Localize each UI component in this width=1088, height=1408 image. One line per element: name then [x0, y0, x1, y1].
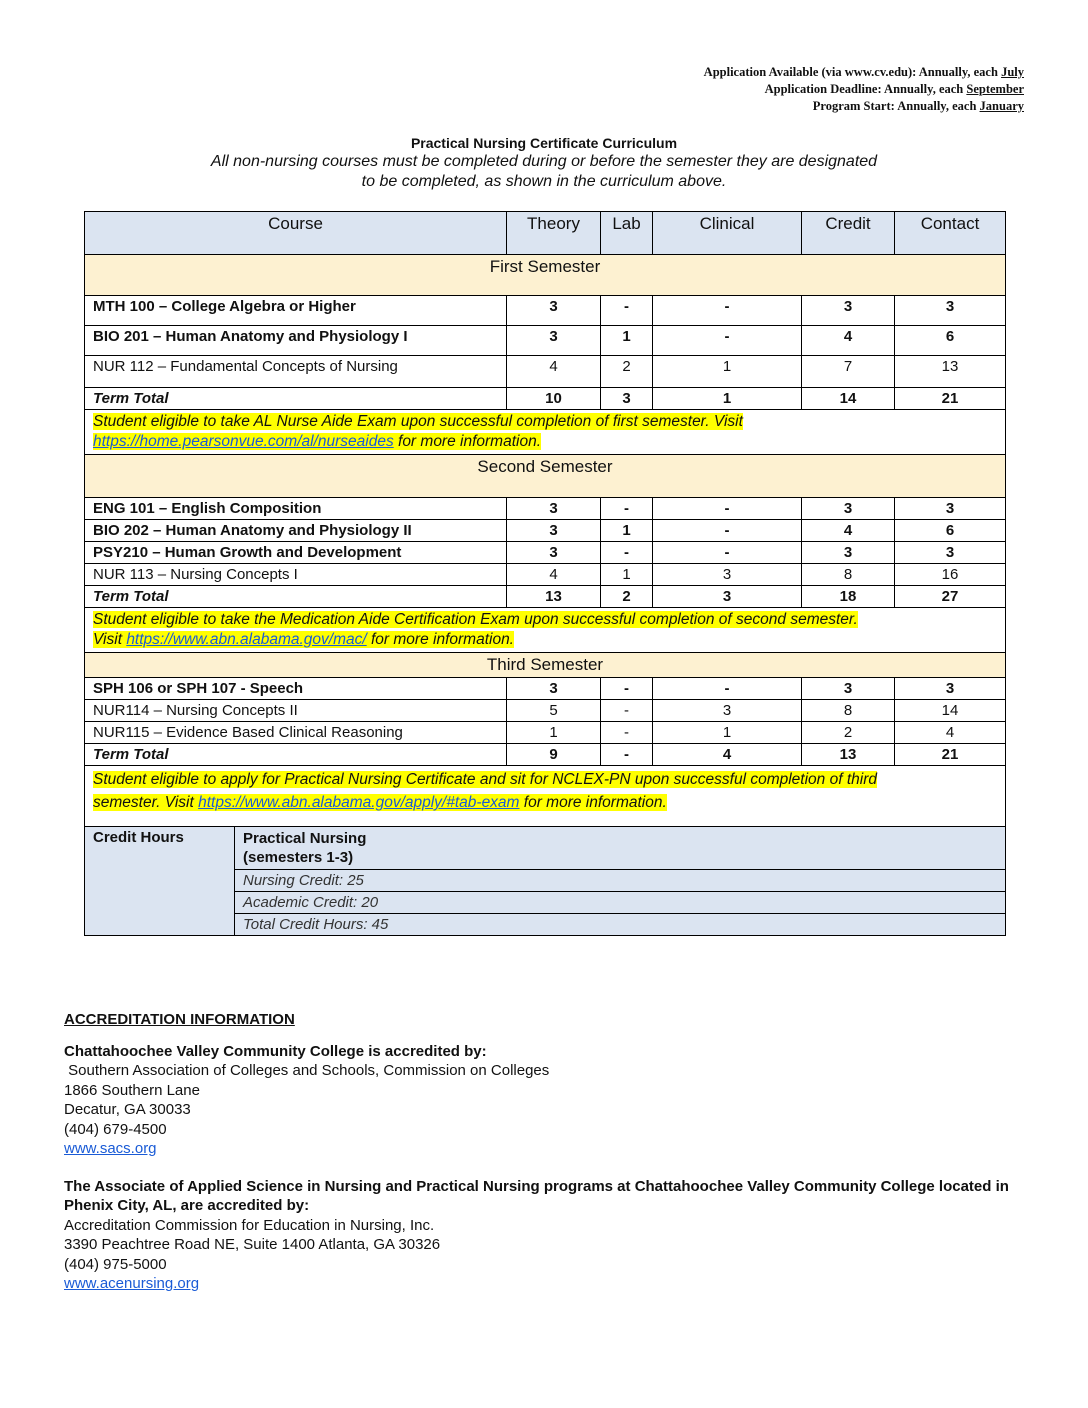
clinical-cell: 1 [653, 356, 802, 388]
theory-cell: 3 [507, 296, 601, 326]
contact-cell: 6 [895, 520, 1006, 542]
semester-note [85, 608, 1006, 653]
clinical-cell: - [653, 542, 802, 564]
credit-cell: 3 [802, 542, 895, 564]
course-name: NUR 113 – Nursing Concepts I [85, 564, 507, 586]
theory-cell: 13 [507, 586, 601, 608]
note-text-after: for more information. [393, 433, 542, 450]
course-name: MTH 100 – College Algebra or Higher [85, 296, 507, 326]
application-dates [704, 64, 1024, 115]
acen-link[interactable]: www.acenursing.org [64, 1275, 200, 1292]
contact-cell: 14 [895, 700, 1006, 722]
col-header-lab: Lab [601, 212, 653, 255]
contact-cell: 3 [895, 678, 1006, 700]
note-text: Student eligible to take the Medication Aide Certification Exam upon successful completion of second semester. [93, 611, 858, 628]
title-block [84, 134, 1004, 192]
semester-title: Third Semester [85, 653, 1006, 678]
credit-cell: 7 [802, 356, 895, 388]
sacs-link[interactable]: www.sacs.org [64, 1140, 157, 1157]
accreditation-intro-1: Chattahoochee Valley Community College is accredited by: [64, 1042, 487, 1060]
clinical-cell: 3 [653, 700, 802, 722]
col-header-course: Course [85, 212, 507, 255]
contact-cell: 4 [895, 722, 1006, 744]
contact-cell: 3 [895, 542, 1006, 564]
theory-cell: 3 [507, 498, 601, 520]
note-text: Student eligible to apply for Practical Nursing Certificate and sit for NCLEX-PN upon successful completion of third [93, 771, 877, 788]
semester-title: Second Semester [85, 455, 1006, 498]
theory-cell: 9 [507, 744, 601, 766]
accreditation-heading: ACCREDITATION INFORMATION [64, 1011, 295, 1028]
col-header-clinical: Clinical [653, 212, 802, 255]
note-text-after: for more information. [366, 631, 514, 648]
semester-note [85, 410, 1006, 455]
credit-cell: 3 [802, 678, 895, 700]
academic-credit: Academic Credit: 20 [235, 892, 1006, 914]
course-name: BIO 201 – Human Anatomy and Physiology I [85, 326, 507, 356]
course-name: NUR115 – Evidence Based Clinical Reasoning [85, 722, 507, 744]
accreditor-name-2: Accreditation Commission for Education in Nursing, Inc. [64, 1216, 435, 1234]
table-row [85, 520, 1006, 542]
nursing-credit: Nursing Credit: 25 [235, 870, 1006, 892]
subtitle-line-1: All non-nursing courses must be completed during or before the semester they are designated [210, 153, 878, 170]
term-total-label: Term Total [85, 744, 507, 766]
program-start-line: Program Start: Annually, each January [812, 99, 1024, 113]
medication-aide-link[interactable]: https://www.abn.alabama.gov/mac/ [126, 631, 367, 648]
accreditor-address-2: 3390 Peachtree Road NE, Suite 1400 Atlanta, GA 30326 [64, 1236, 441, 1253]
note-prefix: Visit [93, 631, 127, 648]
lab-cell: 1 [601, 520, 653, 542]
clinical-cell: 4 [653, 744, 802, 766]
credit-cell: 8 [802, 564, 895, 586]
clinical-cell: - [653, 296, 802, 326]
application-available-line: Application Available (via www.cv.edu): Annually, each July [703, 65, 1024, 79]
accreditor-address-1: 1866 Southern Lane [64, 1081, 200, 1099]
application-deadline-line: Application Deadline: Annually, each September [764, 82, 1024, 96]
credit-cell: 13 [802, 744, 895, 766]
clinical-cell: - [653, 520, 802, 542]
deadline-month: September [966, 82, 1024, 96]
table-row [85, 564, 1006, 586]
lab-cell: - [601, 542, 653, 564]
credit-program [235, 827, 1006, 870]
table-row [85, 498, 1006, 520]
theory-cell: 5 [507, 700, 601, 722]
credit-cell: 4 [802, 326, 895, 356]
semester-row [85, 653, 1006, 678]
col-header-theory: Theory [507, 212, 601, 255]
contact-cell: 16 [895, 564, 1006, 586]
note-row [85, 766, 1006, 827]
contact-cell: 27 [895, 586, 1006, 608]
credit-cell: 8 [802, 700, 895, 722]
table-row [85, 700, 1006, 722]
clinical-cell: - [653, 678, 802, 700]
course-name: ENG 101 – English Composition [85, 498, 507, 520]
accreditor-name-1: Southern Association of Colleges and Schools, Commission on Colleges [64, 1062, 550, 1079]
lab-cell: 2 [601, 586, 653, 608]
semester-row [85, 455, 1006, 498]
credit-cell: 3 [802, 498, 895, 520]
contact-cell: 3 [895, 498, 1006, 520]
contact-cell: 21 [895, 744, 1006, 766]
col-header-contact: Contact [895, 212, 1006, 255]
theory-cell: 3 [507, 678, 601, 700]
clinical-cell: 1 [653, 388, 802, 410]
theory-cell: 3 [507, 326, 601, 356]
accreditation-intro-2: The Associate of Applied Science in Nursing and Practical Nursing programs at Chattahoochee Valley Community College located in Phenix City, AL, are accredited by: [64, 1177, 1009, 1214]
table-row [85, 542, 1006, 564]
theory-cell: 4 [507, 356, 601, 388]
course-name: NUR 112 – Fundamental Concepts of Nursing [85, 356, 507, 388]
theory-cell: 4 [507, 564, 601, 586]
semester-title: First Semester [85, 255, 1006, 296]
accreditor-phone-2: (404) 975-5000 [64, 1255, 167, 1273]
table-header-row [85, 212, 1006, 255]
credit-program-line-2: (semesters 1-3) [243, 849, 354, 866]
semester-note [85, 766, 1006, 827]
clinical-cell: 1 [653, 722, 802, 744]
credit-cell: 14 [802, 388, 895, 410]
accreditation-section [64, 1010, 1044, 1294]
term-total-row [85, 388, 1006, 410]
lab-cell: 1 [601, 326, 653, 356]
clinical-cell: 3 [653, 564, 802, 586]
lab-cell: - [601, 296, 653, 326]
lab-cell: 3 [601, 388, 653, 410]
course-name: BIO 202 – Human Anatomy and Physiology II [85, 520, 507, 542]
term-total-row [85, 586, 1006, 608]
accreditor-city-1: Decatur, GA 30033 [64, 1101, 191, 1118]
credit-hours-label: Credit Hours [85, 827, 235, 936]
credit-cell: 3 [802, 296, 895, 326]
start-month: January [979, 99, 1024, 113]
lab-cell: - [601, 700, 653, 722]
lab-cell: 1 [601, 564, 653, 586]
clinical-cell: 3 [653, 586, 802, 608]
theory-cell: 1 [507, 722, 601, 744]
contact-cell: 21 [895, 388, 1006, 410]
page-title: Practical Nursing Certificate Curriculum [410, 135, 678, 151]
contact-cell: 6 [895, 326, 1006, 356]
lab-cell: - [601, 722, 653, 744]
credit-cell: 4 [802, 520, 895, 542]
lab-cell: - [601, 678, 653, 700]
table-row [85, 326, 1006, 356]
note-row [85, 410, 1006, 455]
semester-row [85, 255, 1006, 296]
note-text-after: for more information. [519, 794, 667, 811]
nclex-link[interactable]: https://www.abn.alabama.gov/apply/#tab-exam [198, 794, 520, 811]
credit-cell: 2 [802, 722, 895, 744]
lab-cell: - [601, 744, 653, 766]
lab-cell: - [601, 498, 653, 520]
credit-program-line-1: Practical Nursing [243, 830, 367, 847]
table-row [85, 722, 1006, 744]
total-credit-hours: Total Credit Hours: 45 [235, 914, 1006, 936]
available-month: July [1001, 65, 1024, 79]
course-name: PSY210 – Human Growth and Development [85, 542, 507, 564]
curriculum-table [84, 211, 1006, 936]
term-total-label: Term Total [85, 388, 507, 410]
subtitle-line-2: to be completed, as shown in the curriculum above. [361, 173, 727, 190]
lab-cell: 2 [601, 356, 653, 388]
term-total-label: Term Total [85, 586, 507, 608]
nurse-aide-link[interactable]: https://home.pearsonvue.com/al/nurseaides [93, 433, 394, 450]
theory-cell: 3 [507, 520, 601, 542]
table-row [85, 356, 1006, 388]
col-header-credit: Credit [802, 212, 895, 255]
note-row [85, 608, 1006, 653]
clinical-cell: - [653, 326, 802, 356]
note-text: Student eligible to take AL Nurse Aide Exam upon successful completion of first semester. Visit [93, 413, 743, 430]
term-total-row [85, 744, 1006, 766]
contact-cell: 3 [895, 296, 1006, 326]
theory-cell: 3 [507, 542, 601, 564]
table-row [85, 296, 1006, 326]
credit-hours-row [85, 827, 1006, 870]
credit-cell: 18 [802, 586, 895, 608]
contact-cell: 13 [895, 356, 1006, 388]
table-row [85, 678, 1006, 700]
course-name: NUR114 – Nursing Concepts II [85, 700, 507, 722]
note-prefix: semester. Visit [93, 794, 199, 811]
accreditor-phone-1: (404) 679-4500 [64, 1120, 167, 1138]
theory-cell: 10 [507, 388, 601, 410]
clinical-cell: - [653, 498, 802, 520]
course-name: SPH 106 or SPH 107 - Speech [85, 678, 507, 700]
